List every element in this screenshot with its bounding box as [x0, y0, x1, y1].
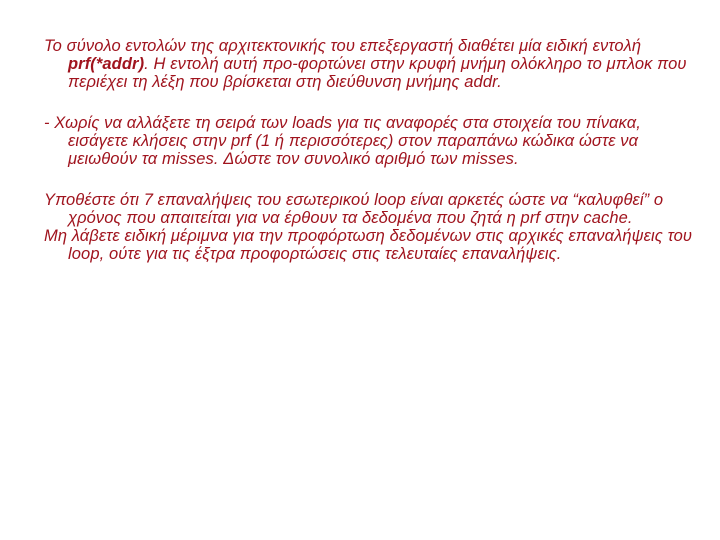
prf-instruction-name: prf(*addr)	[68, 55, 145, 73]
slide-text-body	[44, 37, 694, 263]
paragraph-prf-instruction	[44, 37, 694, 91]
paragraph-1-text-start: Το σύνολο εντολών της αρχιτεκτονικής του επεξεργαστή διαθέτει μία ειδική εντολή	[44, 37, 642, 55]
paragraph-task: - Χωρίς να αλλάξετε τη σειρά των loads για τις αναφορές στα στοιχεία του πίνακα, εισάγετε κλήσεις στην prf (1 ή περισσότερες) στον παραπάνω κώδικα ώστε να μειωθούν τα misses. Δώστε τον συνολικό αριθμό των misses.	[44, 114, 641, 168]
paragraph-1-text-end: . Η εντολή αυτή προ-φορτώνει στην κρυφή μνήμη ολόκληρο το μπλοκ που περιέχει τη λέξη που βρίσκεται στη διεύθυνση μνήμης addr.	[68, 55, 687, 91]
paragraph-note: Μη λάβετε ειδική μέριμνα για την προφόρτωση δεδομένων στις αρχικές επαναλήψεις του loop, ούτε για τις έξτρα προφορτώσεις στις τελευταίες επαναλήψεις.	[44, 227, 693, 263]
paragraph-assumption: Υποθέστε ότι 7 επαναλήψεις του εσωτερικού loop είναι αρκετές ώστε να “καλυφθεί” ο χρόνος που απαιτείται για να έρθουν τα δεδομένα που ζητά η prf στην cache.	[44, 191, 664, 227]
